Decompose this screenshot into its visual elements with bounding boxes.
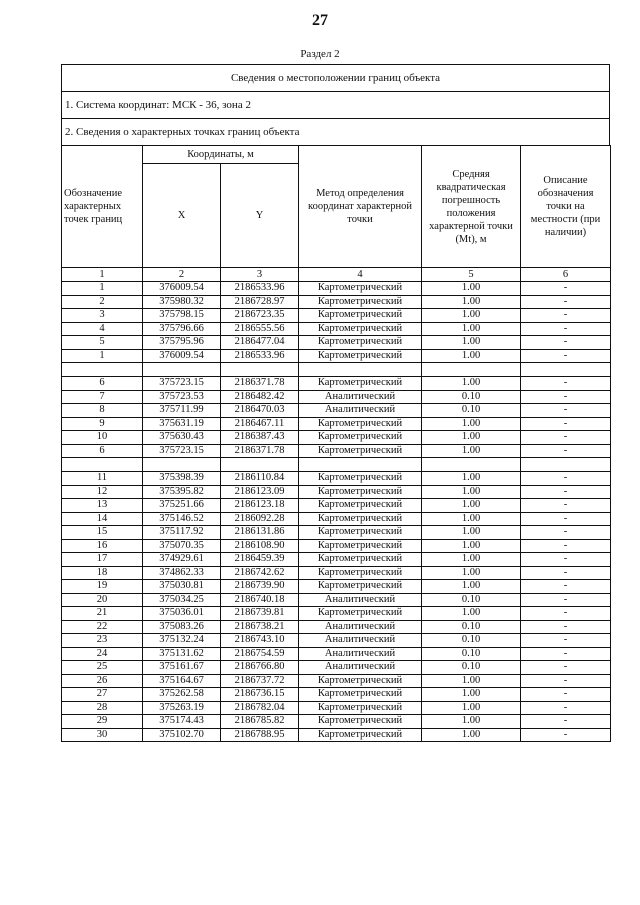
description-cell: - [521, 674, 611, 688]
x-cell: 375146.52 [143, 512, 221, 526]
point-id-cell: 16 [62, 539, 143, 553]
description-cell: - [521, 580, 611, 594]
point-id-cell: 21 [62, 607, 143, 621]
table-row [62, 512, 611, 526]
y-cell: 2186736.15 [221, 688, 299, 702]
description-cell [521, 458, 611, 472]
point-id-cell: 14 [62, 512, 143, 526]
section-label: Раздел 2 [300, 48, 340, 60]
x-cell: 375117.92 [143, 526, 221, 540]
x-cell: 375102.70 [143, 728, 221, 742]
method-cell: Картометрический [299, 580, 422, 594]
error-cell: 1.00 [422, 607, 521, 621]
point-id-cell: 19 [62, 580, 143, 594]
method-cell: Картометрический [299, 539, 422, 553]
header-designation: Обозначение характерных точек границ [62, 146, 143, 268]
y-cell: 2186533.96 [221, 282, 299, 296]
column-numbers-row [62, 268, 611, 282]
description-cell: - [521, 377, 611, 391]
description-cell: - [521, 417, 611, 431]
table-row [62, 349, 611, 363]
error-cell: 1.00 [422, 688, 521, 702]
method-cell: Картометрический [299, 607, 422, 621]
error-cell: 0.10 [422, 647, 521, 661]
method-cell: Картометрический [299, 688, 422, 702]
error-cell: 0.10 [422, 593, 521, 607]
point-id-cell: 4 [62, 322, 143, 336]
description-cell: - [521, 499, 611, 513]
y-cell: 2186782.04 [221, 701, 299, 715]
y-cell: 2186371.78 [221, 377, 299, 391]
error-cell [422, 458, 521, 472]
error-cell: 0.10 [422, 620, 521, 634]
point-id-cell: 5 [62, 336, 143, 350]
point-id-cell: 15 [62, 526, 143, 540]
description-cell: - [521, 647, 611, 661]
table-row [62, 295, 611, 309]
error-cell: 1.00 [422, 715, 521, 729]
column-number: 5 [422, 268, 521, 282]
method-cell: Картометрический [299, 472, 422, 486]
error-cell: 1.00 [422, 728, 521, 742]
points-section-title: 2. Сведения о характерных точках границ объекта [61, 118, 610, 145]
table-row [62, 309, 611, 323]
description-cell: - [521, 404, 611, 418]
error-cell: 1.00 [422, 539, 521, 553]
description-cell [521, 363, 611, 377]
point-id-cell: 1 [62, 282, 143, 296]
x-cell: 375723.53 [143, 390, 221, 404]
method-cell: Аналитический [299, 390, 422, 404]
x-cell: 375798.15 [143, 309, 221, 323]
point-id-cell: 1 [62, 349, 143, 363]
x-cell: 375723.15 [143, 444, 221, 458]
x-cell: 376009.54 [143, 349, 221, 363]
method-cell: Картометрический [299, 282, 422, 296]
description-cell: - [521, 390, 611, 404]
separator-row [62, 458, 611, 472]
description-cell: - [521, 715, 611, 729]
method-cell: Картометрический [299, 431, 422, 445]
point-id-cell: 17 [62, 553, 143, 567]
y-cell: 2186092.28 [221, 512, 299, 526]
x-cell: 374862.33 [143, 566, 221, 580]
method-cell: Аналитический [299, 634, 422, 648]
header-coords: Координаты, м [143, 146, 299, 164]
table-row [62, 607, 611, 621]
y-cell: 2186371.78 [221, 444, 299, 458]
point-id-cell: 24 [62, 647, 143, 661]
x-cell [143, 458, 221, 472]
error-cell: 1.00 [422, 431, 521, 445]
method-cell [299, 363, 422, 377]
x-cell: 375795.96 [143, 336, 221, 350]
y-cell: 2186743.10 [221, 634, 299, 648]
points-table-body [62, 282, 611, 742]
method-cell: Аналитический [299, 620, 422, 634]
description-cell: - [521, 553, 611, 567]
point-id-cell: 6 [62, 444, 143, 458]
point-id-cell: 27 [62, 688, 143, 702]
method-cell: Картометрический [299, 701, 422, 715]
x-cell: 375796.66 [143, 322, 221, 336]
table-row [62, 728, 611, 742]
x-cell: 375723.15 [143, 377, 221, 391]
y-cell: 2186788.95 [221, 728, 299, 742]
column-number: 1 [62, 268, 143, 282]
y-cell: 2186737.72 [221, 674, 299, 688]
point-id-cell: 8 [62, 404, 143, 418]
point-id-cell: 9 [62, 417, 143, 431]
table-row [62, 566, 611, 580]
point-id-cell: 13 [62, 499, 143, 513]
y-cell: 2186742.62 [221, 566, 299, 580]
description-cell: - [521, 431, 611, 445]
description-cell: - [521, 512, 611, 526]
table-row [62, 417, 611, 431]
error-cell: 1.00 [422, 674, 521, 688]
method-cell: Картометрический [299, 728, 422, 742]
column-number: 6 [521, 268, 611, 282]
table-row [62, 701, 611, 715]
method-cell: Картометрический [299, 295, 422, 309]
header-y: Y [221, 164, 299, 268]
x-cell: 375262.58 [143, 688, 221, 702]
method-cell: Аналитический [299, 661, 422, 675]
error-cell: 1.00 [422, 336, 521, 350]
x-cell: 375070.35 [143, 539, 221, 553]
y-cell: 2186738.21 [221, 620, 299, 634]
error-cell: 1.00 [422, 322, 521, 336]
y-cell: 2186459.39 [221, 553, 299, 567]
point-id-cell: 18 [62, 566, 143, 580]
point-id-cell: 10 [62, 431, 143, 445]
y-cell: 2186123.09 [221, 485, 299, 499]
y-cell: 2186387.43 [221, 431, 299, 445]
error-cell: 1.00 [422, 444, 521, 458]
error-cell: 1.00 [422, 499, 521, 513]
method-cell: Картометрический [299, 485, 422, 499]
description-cell: - [521, 539, 611, 553]
description-cell: - [521, 566, 611, 580]
x-cell: 375164.67 [143, 674, 221, 688]
y-cell: 2186108.90 [221, 539, 299, 553]
separator-row [62, 363, 611, 377]
description-cell: - [521, 634, 611, 648]
y-cell: 2186470.03 [221, 404, 299, 418]
description-cell: - [521, 701, 611, 715]
method-cell: Картометрический [299, 377, 422, 391]
method-cell: Картометрический [299, 417, 422, 431]
table-row [62, 431, 611, 445]
point-id-cell: 26 [62, 674, 143, 688]
table-row [62, 404, 611, 418]
y-cell: 2186766.80 [221, 661, 299, 675]
x-cell: 375030.81 [143, 580, 221, 594]
table-row [62, 620, 611, 634]
point-id-cell [62, 458, 143, 472]
y-cell: 2186728.97 [221, 295, 299, 309]
error-cell [422, 363, 521, 377]
point-id-cell: 11 [62, 472, 143, 486]
table-row [62, 322, 611, 336]
x-cell: 375263.19 [143, 701, 221, 715]
method-cell: Картометрический [299, 336, 422, 350]
method-cell: Картометрический [299, 499, 422, 513]
method-cell: Картометрический [299, 309, 422, 323]
method-cell: Картометрический [299, 526, 422, 540]
coord-system-line: 1. Система координат: МСК - 36, зона 2 [61, 91, 610, 118]
method-cell: Аналитический [299, 404, 422, 418]
y-cell: 2186482.42 [221, 390, 299, 404]
table-row [62, 715, 611, 729]
point-id-cell [62, 363, 143, 377]
point-id-cell: 23 [62, 634, 143, 648]
table-row [62, 336, 611, 350]
table-row [62, 377, 611, 391]
y-cell: 2186754.59 [221, 647, 299, 661]
y-cell: 2186477.04 [221, 336, 299, 350]
method-cell: Картометрический [299, 566, 422, 580]
y-cell: 2186110.84 [221, 472, 299, 486]
column-number: 4 [299, 268, 422, 282]
method-cell: Картометрический [299, 553, 422, 567]
table-row [62, 674, 611, 688]
y-cell: 2186123.18 [221, 499, 299, 513]
point-id-cell: 6 [62, 377, 143, 391]
x-cell: 375036.01 [143, 607, 221, 621]
description-cell: - [521, 526, 611, 540]
x-cell: 375131.62 [143, 647, 221, 661]
table-row [62, 390, 611, 404]
table-row [62, 444, 611, 458]
description-cell: - [521, 485, 611, 499]
boundary-document [61, 64, 610, 742]
table-row [62, 593, 611, 607]
header-method: Метод определения координат характерной точки [299, 146, 422, 268]
x-cell: 375398.39 [143, 472, 221, 486]
error-cell: 0.10 [422, 634, 521, 648]
description-cell: - [521, 661, 611, 675]
y-cell: 2186723.35 [221, 309, 299, 323]
error-cell: 1.00 [422, 701, 521, 715]
error-cell: 0.10 [422, 661, 521, 675]
y-cell: 2186131.86 [221, 526, 299, 540]
point-id-cell: 22 [62, 620, 143, 634]
method-cell: Картометрический [299, 349, 422, 363]
description-cell: - [521, 728, 611, 742]
x-cell: 374929.61 [143, 553, 221, 567]
y-cell: 2186785.82 [221, 715, 299, 729]
method-cell: Картометрический [299, 444, 422, 458]
header-error: Средняя квадратическая погрешность положения характерной точки (Mt), м [422, 146, 521, 268]
method-cell [299, 458, 422, 472]
table-row [62, 580, 611, 594]
description-cell: - [521, 295, 611, 309]
point-id-cell: 30 [62, 728, 143, 742]
y-cell: 2186533.96 [221, 349, 299, 363]
point-id-cell: 25 [62, 661, 143, 675]
y-cell: 2186739.90 [221, 580, 299, 594]
y-cell [221, 458, 299, 472]
y-cell: 2186467.11 [221, 417, 299, 431]
header-description: Описание обозначения точки на местности (при наличии) [521, 146, 611, 268]
points-table [61, 145, 611, 742]
method-cell: Картометрический [299, 674, 422, 688]
description-cell: - [521, 620, 611, 634]
table-row [62, 526, 611, 540]
x-cell: 375631.19 [143, 417, 221, 431]
method-cell: Картометрический [299, 512, 422, 526]
error-cell: 1.00 [422, 566, 521, 580]
method-cell: Картометрический [299, 322, 422, 336]
table-row [62, 485, 611, 499]
description-cell: - [521, 444, 611, 458]
description-cell: - [521, 593, 611, 607]
x-cell: 375395.82 [143, 485, 221, 499]
y-cell [221, 363, 299, 377]
error-cell: 1.00 [422, 377, 521, 391]
description-cell: - [521, 322, 611, 336]
error-cell: 0.10 [422, 390, 521, 404]
x-cell: 375161.67 [143, 661, 221, 675]
error-cell: 1.00 [422, 349, 521, 363]
error-cell: 1.00 [422, 417, 521, 431]
point-id-cell: 12 [62, 485, 143, 499]
x-cell: 376009.54 [143, 282, 221, 296]
point-id-cell: 7 [62, 390, 143, 404]
table-row [62, 688, 611, 702]
table-row [62, 499, 611, 513]
error-cell: 1.00 [422, 512, 521, 526]
page-number: 27 [312, 12, 328, 29]
description-cell: - [521, 472, 611, 486]
x-cell: 375132.24 [143, 634, 221, 648]
x-cell: 375630.43 [143, 431, 221, 445]
error-cell: 1.00 [422, 580, 521, 594]
document-title: Сведения о местоположении границ объекта [61, 64, 610, 91]
table-row [62, 553, 611, 567]
point-id-cell: 29 [62, 715, 143, 729]
error-cell: 1.00 [422, 472, 521, 486]
point-id-cell: 20 [62, 593, 143, 607]
description-cell: - [521, 607, 611, 621]
x-cell: 375034.25 [143, 593, 221, 607]
table-row [62, 647, 611, 661]
header-x: X [143, 164, 221, 268]
table-row [62, 539, 611, 553]
point-id-cell: 3 [62, 309, 143, 323]
error-cell: 1.00 [422, 295, 521, 309]
table-row [62, 661, 611, 675]
error-cell: 1.00 [422, 526, 521, 540]
table-row [62, 282, 611, 296]
description-cell: - [521, 309, 611, 323]
y-cell: 2186739.81 [221, 607, 299, 621]
error-cell: 1.00 [422, 309, 521, 323]
x-cell [143, 363, 221, 377]
method-cell: Картометрический [299, 715, 422, 729]
point-id-cell: 2 [62, 295, 143, 309]
x-cell: 375251.66 [143, 499, 221, 513]
description-cell: - [521, 336, 611, 350]
error-cell: 1.00 [422, 282, 521, 296]
x-cell: 375174.43 [143, 715, 221, 729]
column-number: 2 [143, 268, 221, 282]
description-cell: - [521, 349, 611, 363]
table-row [62, 634, 611, 648]
error-cell: 0.10 [422, 404, 521, 418]
description-cell: - [521, 688, 611, 702]
column-number: 3 [221, 268, 299, 282]
method-cell: Аналитический [299, 647, 422, 661]
description-cell: - [521, 282, 611, 296]
table-row [62, 472, 611, 486]
x-cell: 375083.26 [143, 620, 221, 634]
y-cell: 2186555.56 [221, 322, 299, 336]
point-id-cell: 28 [62, 701, 143, 715]
x-cell: 375711.99 [143, 404, 221, 418]
error-cell: 1.00 [422, 553, 521, 567]
method-cell: Аналитический [299, 593, 422, 607]
error-cell: 1.00 [422, 485, 521, 499]
y-cell: 2186740.18 [221, 593, 299, 607]
x-cell: 375980.32 [143, 295, 221, 309]
